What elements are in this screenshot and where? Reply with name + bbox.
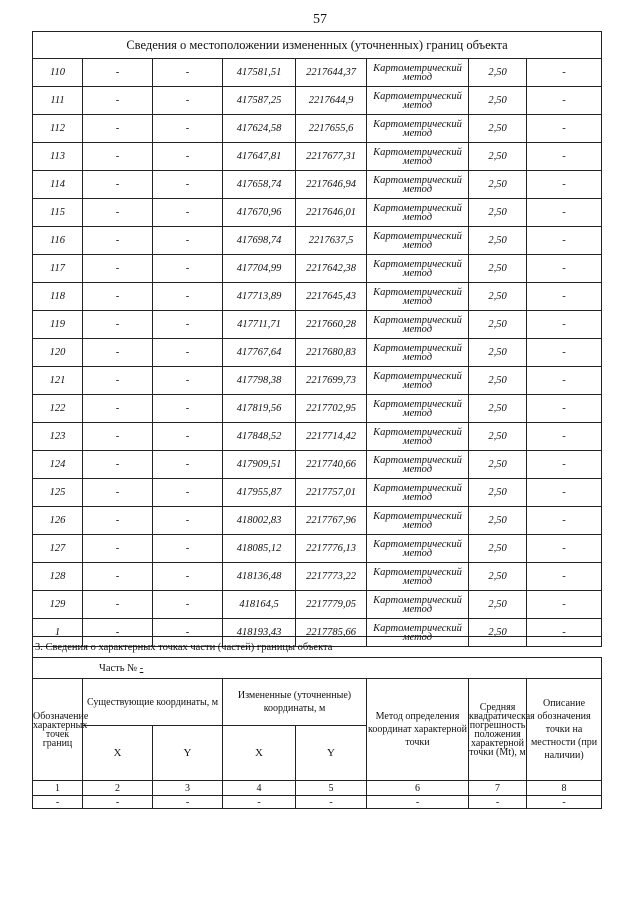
table-row xyxy=(33,479,602,507)
existing-y-cell: - xyxy=(153,339,223,367)
column-number: 8 xyxy=(527,781,602,796)
existing-y-cell: - xyxy=(153,451,223,479)
point-cell: 125 xyxy=(33,479,83,507)
description-cell: - xyxy=(527,619,602,647)
method-cell: Картометрический метод xyxy=(367,591,469,619)
method-cell: Картометрический метод xyxy=(367,311,469,339)
method-cell: Картометрический метод xyxy=(367,199,469,227)
table-row xyxy=(33,199,602,227)
existing-y-cell: - xyxy=(153,87,223,115)
existing-x-cell: - xyxy=(83,115,153,143)
table-row xyxy=(33,535,602,563)
description-cell: - xyxy=(527,339,602,367)
x-cell: 418136,48 xyxy=(223,563,296,591)
existing-y-cell: - xyxy=(153,143,223,171)
mean-error-cell: 2,50 xyxy=(469,479,527,507)
x-cell: 418002,83 xyxy=(223,507,296,535)
existing-y-cell: - xyxy=(153,199,223,227)
header-existing-x: X xyxy=(83,726,153,781)
y-cell: 2217779,05 xyxy=(296,591,367,619)
mean-error-cell: 2,50 xyxy=(469,115,527,143)
y-cell: 2217637,5 xyxy=(296,227,367,255)
existing-x-cell: - xyxy=(83,143,153,171)
y-cell: 2217660,28 xyxy=(296,311,367,339)
part-number-label xyxy=(33,658,602,679)
x-cell: 417767,64 xyxy=(223,339,296,367)
table-row xyxy=(33,507,602,535)
description-cell: - xyxy=(527,591,602,619)
mean-error-cell: 2,50 xyxy=(469,199,527,227)
method-cell: Картометрический метод xyxy=(367,339,469,367)
existing-x-cell: - xyxy=(83,199,153,227)
x-cell: 417624,58 xyxy=(223,115,296,143)
existing-x-cell: - xyxy=(83,227,153,255)
method-cell: Картометрический метод xyxy=(367,451,469,479)
header-method: Метод определения координат характерной точки xyxy=(367,679,469,781)
column-number: 1 xyxy=(33,781,83,796)
method-cell: Картометрический метод xyxy=(367,395,469,423)
y-cell: 2217773,22 xyxy=(296,563,367,591)
existing-x-cell: - xyxy=(83,535,153,563)
x-cell: 417587,25 xyxy=(223,87,296,115)
point-cell: 110 xyxy=(33,59,83,87)
method-cell: Картометрический метод xyxy=(367,227,469,255)
description-cell: - xyxy=(527,115,602,143)
mean-error-cell: 2,50 xyxy=(469,367,527,395)
header-existing-y: Y xyxy=(153,726,223,781)
y-cell: 2217714,42 xyxy=(296,423,367,451)
description-cell: - xyxy=(527,171,602,199)
existing-x-cell: - xyxy=(83,283,153,311)
table-row xyxy=(33,283,602,311)
point-cell: 122 xyxy=(33,395,83,423)
existing-y-cell: - xyxy=(153,619,223,647)
existing-x-cell: - xyxy=(83,59,153,87)
mean-error-cell: 2,50 xyxy=(469,395,527,423)
empty-cell: - xyxy=(223,796,296,809)
x-cell: 418085,12 xyxy=(223,535,296,563)
y-cell: 2217645,43 xyxy=(296,283,367,311)
point-cell: 117 xyxy=(33,255,83,283)
x-cell: 418193,43 xyxy=(223,619,296,647)
existing-x-cell: - xyxy=(83,367,153,395)
y-cell: 2217702,95 xyxy=(296,395,367,423)
y-cell: 2217757,01 xyxy=(296,479,367,507)
y-cell: 2217740,66 xyxy=(296,451,367,479)
method-cell: Картометрический метод xyxy=(367,255,469,283)
empty-data-row xyxy=(33,796,602,809)
existing-y-cell: - xyxy=(153,563,223,591)
column-number: 7 xyxy=(469,781,527,796)
header-point-designation: Обозначение характерных точек границ xyxy=(33,679,83,781)
description-cell: - xyxy=(527,563,602,591)
y-cell: 2217642,38 xyxy=(296,255,367,283)
mean-error-cell: 2,50 xyxy=(469,563,527,591)
existing-x-cell: - xyxy=(83,619,153,647)
column-number: 4 xyxy=(223,781,296,796)
table-row xyxy=(33,563,602,591)
existing-y-cell: - xyxy=(153,171,223,199)
column-number: 3 xyxy=(153,781,223,796)
existing-y-cell: - xyxy=(153,311,223,339)
existing-y-cell: - xyxy=(153,479,223,507)
mean-error-cell: 2,50 xyxy=(469,311,527,339)
existing-x-cell: - xyxy=(83,255,153,283)
description-cell: - xyxy=(527,59,602,87)
table-row xyxy=(33,311,602,339)
table-row xyxy=(33,227,602,255)
point-cell: 124 xyxy=(33,451,83,479)
existing-x-cell: - xyxy=(83,423,153,451)
method-cell: Картометрический метод xyxy=(367,115,469,143)
existing-y-cell: - xyxy=(153,255,223,283)
column-number: 5 xyxy=(296,781,367,796)
part-label: Часть № xyxy=(99,662,138,674)
existing-y-cell: - xyxy=(153,227,223,255)
x-cell: 417909,51 xyxy=(223,451,296,479)
y-cell: 2217785,66 xyxy=(296,619,367,647)
mean-error-cell: 2,50 xyxy=(469,451,527,479)
empty-cell: - xyxy=(83,796,153,809)
y-cell: 2217644,9 xyxy=(296,87,367,115)
point-cell: 118 xyxy=(33,283,83,311)
empty-cell: - xyxy=(296,796,367,809)
description-cell: - xyxy=(527,395,602,423)
mean-error-cell: 2,50 xyxy=(469,619,527,647)
method-cell: Картометрический метод xyxy=(367,59,469,87)
y-cell: 2217699,73 xyxy=(296,367,367,395)
header-description: Описание обозначения точки на местности (при наличии) xyxy=(527,679,602,781)
x-cell: 417581,51 xyxy=(223,59,296,87)
mean-error-cell: 2,50 xyxy=(469,535,527,563)
point-cell: 114 xyxy=(33,171,83,199)
y-cell: 2217655,6 xyxy=(296,115,367,143)
table-title: Сведения о местоположении измененных (уточненных) границ объекта xyxy=(33,32,602,59)
existing-x-cell: - xyxy=(83,311,153,339)
x-cell: 417670,96 xyxy=(223,199,296,227)
empty-cell: - xyxy=(469,796,527,809)
y-cell: 2217776,13 xyxy=(296,535,367,563)
existing-x-cell: - xyxy=(83,171,153,199)
point-cell: 119 xyxy=(33,311,83,339)
description-cell: - xyxy=(527,507,602,535)
description-cell: - xyxy=(527,283,602,311)
existing-y-cell: - xyxy=(153,367,223,395)
table-row xyxy=(33,255,602,283)
column-number: 6 xyxy=(367,781,469,796)
coordinates-table xyxy=(32,31,602,647)
existing-y-cell: - xyxy=(153,591,223,619)
description-cell: - xyxy=(527,143,602,171)
x-cell: 417819,56 xyxy=(223,395,296,423)
mean-error-cell: 2,50 xyxy=(469,507,527,535)
mean-error-cell: 2,50 xyxy=(469,143,527,171)
column-numbers-row xyxy=(33,781,602,796)
description-cell: - xyxy=(527,479,602,507)
description-cell: - xyxy=(527,535,602,563)
x-cell: 418164,5 xyxy=(223,591,296,619)
method-cell: Картометрический метод xyxy=(367,507,469,535)
existing-y-cell: - xyxy=(153,423,223,451)
existing-y-cell: - xyxy=(153,283,223,311)
method-cell: Картометрический метод xyxy=(367,87,469,115)
method-cell: Картометрический метод xyxy=(367,563,469,591)
header-changed-y: Y xyxy=(296,726,367,781)
existing-y-cell: - xyxy=(153,535,223,563)
point-cell: 127 xyxy=(33,535,83,563)
existing-y-cell: - xyxy=(153,507,223,535)
section3-table xyxy=(32,636,602,809)
empty-cell: - xyxy=(367,796,469,809)
mean-error-cell: 2,50 xyxy=(469,423,527,451)
x-cell: 417711,71 xyxy=(223,311,296,339)
description-cell: - xyxy=(527,255,602,283)
x-cell: 417647,81 xyxy=(223,143,296,171)
point-cell: 123 xyxy=(33,423,83,451)
mean-error-cell: 2,50 xyxy=(469,255,527,283)
description-cell: - xyxy=(527,311,602,339)
description-cell: - xyxy=(527,199,602,227)
x-cell: 417658,74 xyxy=(223,171,296,199)
point-cell: 126 xyxy=(33,507,83,535)
x-cell: 417955,87 xyxy=(223,479,296,507)
table-row xyxy=(33,395,602,423)
mean-error-cell: 2,50 xyxy=(469,87,527,115)
table-row xyxy=(33,423,602,451)
table-row xyxy=(33,451,602,479)
mean-error-cell: 2,50 xyxy=(469,591,527,619)
method-cell: Картометрический метод xyxy=(367,479,469,507)
existing-y-cell: - xyxy=(153,395,223,423)
method-cell: Картометрический метод xyxy=(367,143,469,171)
existing-x-cell: - xyxy=(83,479,153,507)
empty-cell: - xyxy=(33,796,83,809)
y-cell: 2217644,37 xyxy=(296,59,367,87)
existing-x-cell: - xyxy=(83,563,153,591)
mean-error-cell: 2,50 xyxy=(469,283,527,311)
method-cell: Картометрический метод xyxy=(367,423,469,451)
empty-cell: - xyxy=(527,796,602,809)
method-cell: Картометрический метод xyxy=(367,619,469,647)
method-cell: Картометрический метод xyxy=(367,283,469,311)
table-row xyxy=(33,591,602,619)
column-number: 2 xyxy=(83,781,153,796)
y-cell: 2217767,96 xyxy=(296,507,367,535)
mean-error-cell: 2,50 xyxy=(469,171,527,199)
existing-x-cell: - xyxy=(83,507,153,535)
description-cell: - xyxy=(527,87,602,115)
description-cell: - xyxy=(527,227,602,255)
header-existing-coords: Существующие координаты, м xyxy=(83,679,223,726)
x-cell: 417713,89 xyxy=(223,283,296,311)
mean-error-cell: 2,50 xyxy=(469,227,527,255)
table-row xyxy=(33,115,602,143)
empty-cell: - xyxy=(153,796,223,809)
x-cell: 417848,52 xyxy=(223,423,296,451)
table-row xyxy=(33,171,602,199)
section3-title: 3. Сведения о характерных точках части (частей) границы объекта xyxy=(33,637,602,658)
point-cell: 1 xyxy=(33,619,83,647)
part-value: - xyxy=(139,662,144,674)
header-mean-error: Средняя квадратическая погрешность положения характерной точки (Mt), м xyxy=(469,679,527,781)
point-cell: 112 xyxy=(33,115,83,143)
existing-x-cell: - xyxy=(83,87,153,115)
table-row xyxy=(33,87,602,115)
y-cell: 2217646,94 xyxy=(296,171,367,199)
y-cell: 2217646,01 xyxy=(296,199,367,227)
header-changed-x: X xyxy=(223,726,296,781)
table-row xyxy=(33,339,602,367)
table-row xyxy=(33,59,602,87)
mean-error-cell: 2,50 xyxy=(469,339,527,367)
y-cell: 2217680,83 xyxy=(296,339,367,367)
point-cell: 111 xyxy=(33,87,83,115)
point-cell: 115 xyxy=(33,199,83,227)
table-row xyxy=(33,143,602,171)
existing-x-cell: - xyxy=(83,451,153,479)
method-cell: Картометрический метод xyxy=(367,171,469,199)
existing-y-cell: - xyxy=(153,115,223,143)
table-row xyxy=(33,367,602,395)
point-cell: 113 xyxy=(33,143,83,171)
page-number: 57 xyxy=(313,12,327,27)
point-cell: 129 xyxy=(33,591,83,619)
x-cell: 417698,74 xyxy=(223,227,296,255)
point-cell: 128 xyxy=(33,563,83,591)
description-cell: - xyxy=(527,367,602,395)
x-cell: 417798,38 xyxy=(223,367,296,395)
point-cell: 116 xyxy=(33,227,83,255)
header-changed-coords: Измененные (уточненные) координаты, м xyxy=(223,679,367,726)
existing-x-cell: - xyxy=(83,339,153,367)
existing-x-cell: - xyxy=(83,395,153,423)
point-cell: 120 xyxy=(33,339,83,367)
x-cell: 417704,99 xyxy=(223,255,296,283)
description-cell: - xyxy=(527,451,602,479)
method-cell: Картометрический метод xyxy=(367,367,469,395)
y-cell: 2217677,31 xyxy=(296,143,367,171)
description-cell: - xyxy=(527,423,602,451)
point-cell: 121 xyxy=(33,367,83,395)
existing-y-cell: - xyxy=(153,59,223,87)
mean-error-cell: 2,50 xyxy=(469,59,527,87)
method-cell: Картометрический метод xyxy=(367,535,469,563)
existing-x-cell: - xyxy=(83,591,153,619)
